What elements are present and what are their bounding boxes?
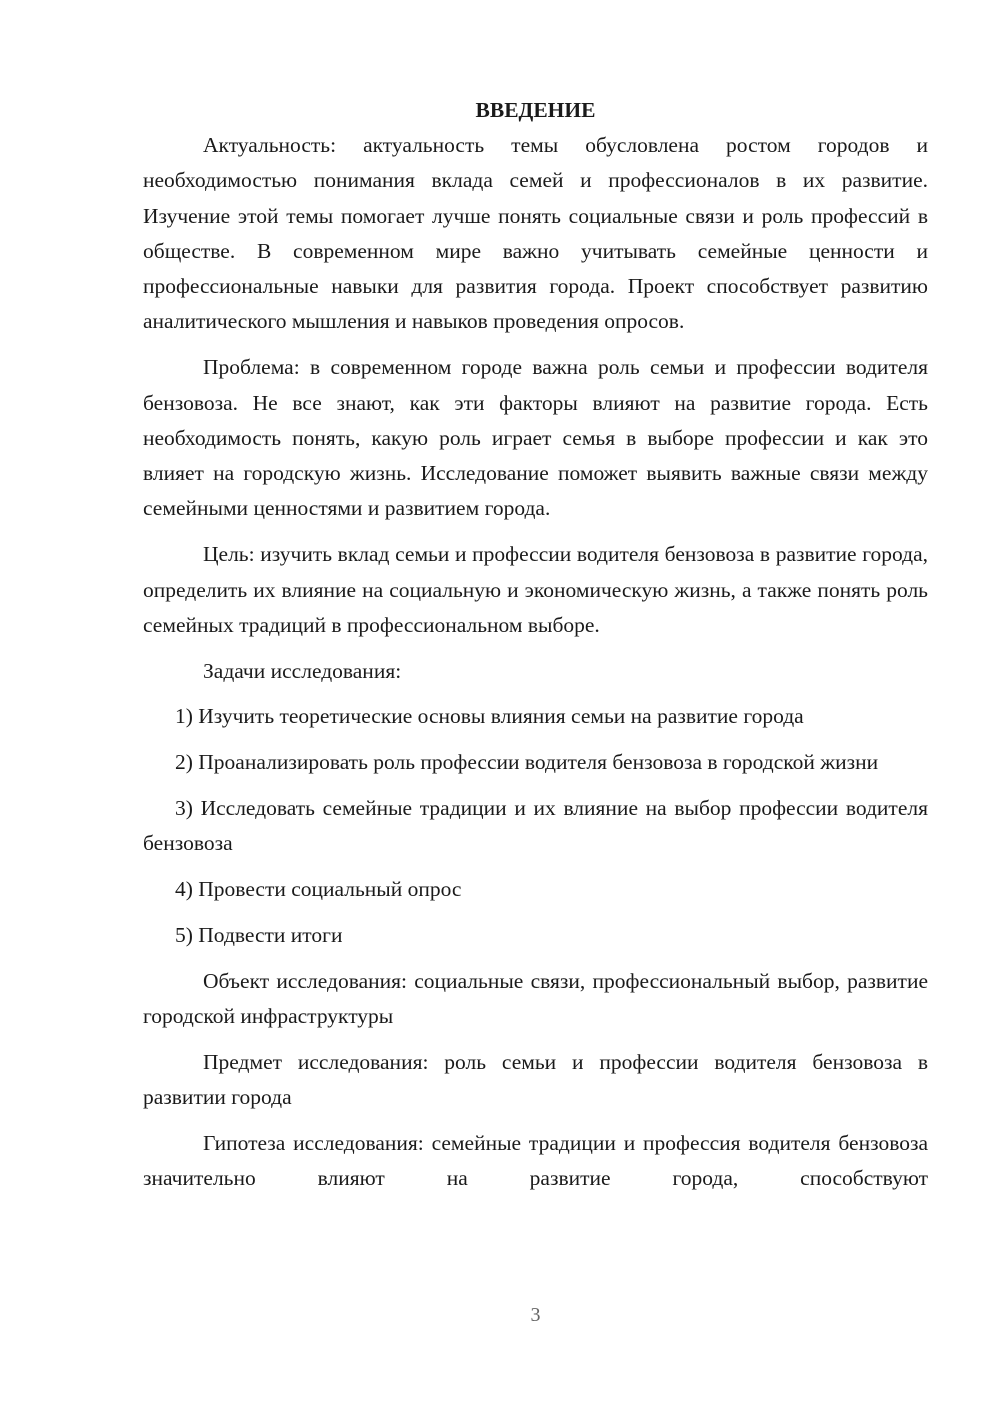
- task-item: 5) Подвести итоги: [175, 922, 343, 947]
- tasks-heading: Задачи исследования:: [203, 658, 402, 683]
- task-item: 4) Провести социальный опрос: [175, 877, 462, 902]
- page-number: 3: [530, 1304, 541, 1326]
- paragraph-subject: Предмет исследования: роль семьи и профессии водителя бензовоза в развитии города: [143, 1049, 928, 1110]
- paragraph-object: Объект исследования: социальные связи, профессиональный выбор, развитие городской инфраструктуры: [143, 968, 928, 1029]
- paragraph-problem: Проблема: в современном городе важна роль семьи и профессии водителя бензовоза. Не все знают, как эти факторы влияют на развитие города. Есть необходимость понять, какую роль играет семья в выборе профессии и как это влияет на городскую жизнь. Исследование поможет выявить важные связи между семейными ценностями и развитием города.: [143, 355, 928, 521]
- document-page: [143, 93, 928, 1207]
- paragraph-relevance: Актуальность: актуальность темы обусловлена ростом городов и необходимостью понимания вклада семей и профессионалов в их развитие. Изучение этой темы помогает лучше понять социальные связи и роль профессий в обществе. В современном мире важно учитывать семейные ценности и профессиональные навыки для развития города. Проект способствует развитию аналитического мышления и навыков проведения опросов.: [143, 133, 928, 334]
- task-item: 3) Исследовать семейные традиции и их влияние на выбор профессии водителя бензовоза: [143, 796, 928, 856]
- paragraph-hypothesis: Гипотеза исследования: семейные традиции и профессия водителя бензовоза значительно влияют на развитие города, способствуют: [143, 1130, 928, 1191]
- task-item: 2) Проанализировать роль профессии водителя бензовоза в городской жизни: [175, 750, 879, 775]
- task-item: 1) Изучить теоретические основы влияния семьи на развитие города: [175, 704, 804, 729]
- paragraph-goal: Цель: изучить вклад семьи и профессии водителя бензовоза в развитие города, определить их влияние на социальную и экономическую жизнь, а также понять роль семейных традиций в профессиональном выборе.: [143, 542, 928, 637]
- section-title: ВВЕДЕНИЕ: [475, 98, 596, 122]
